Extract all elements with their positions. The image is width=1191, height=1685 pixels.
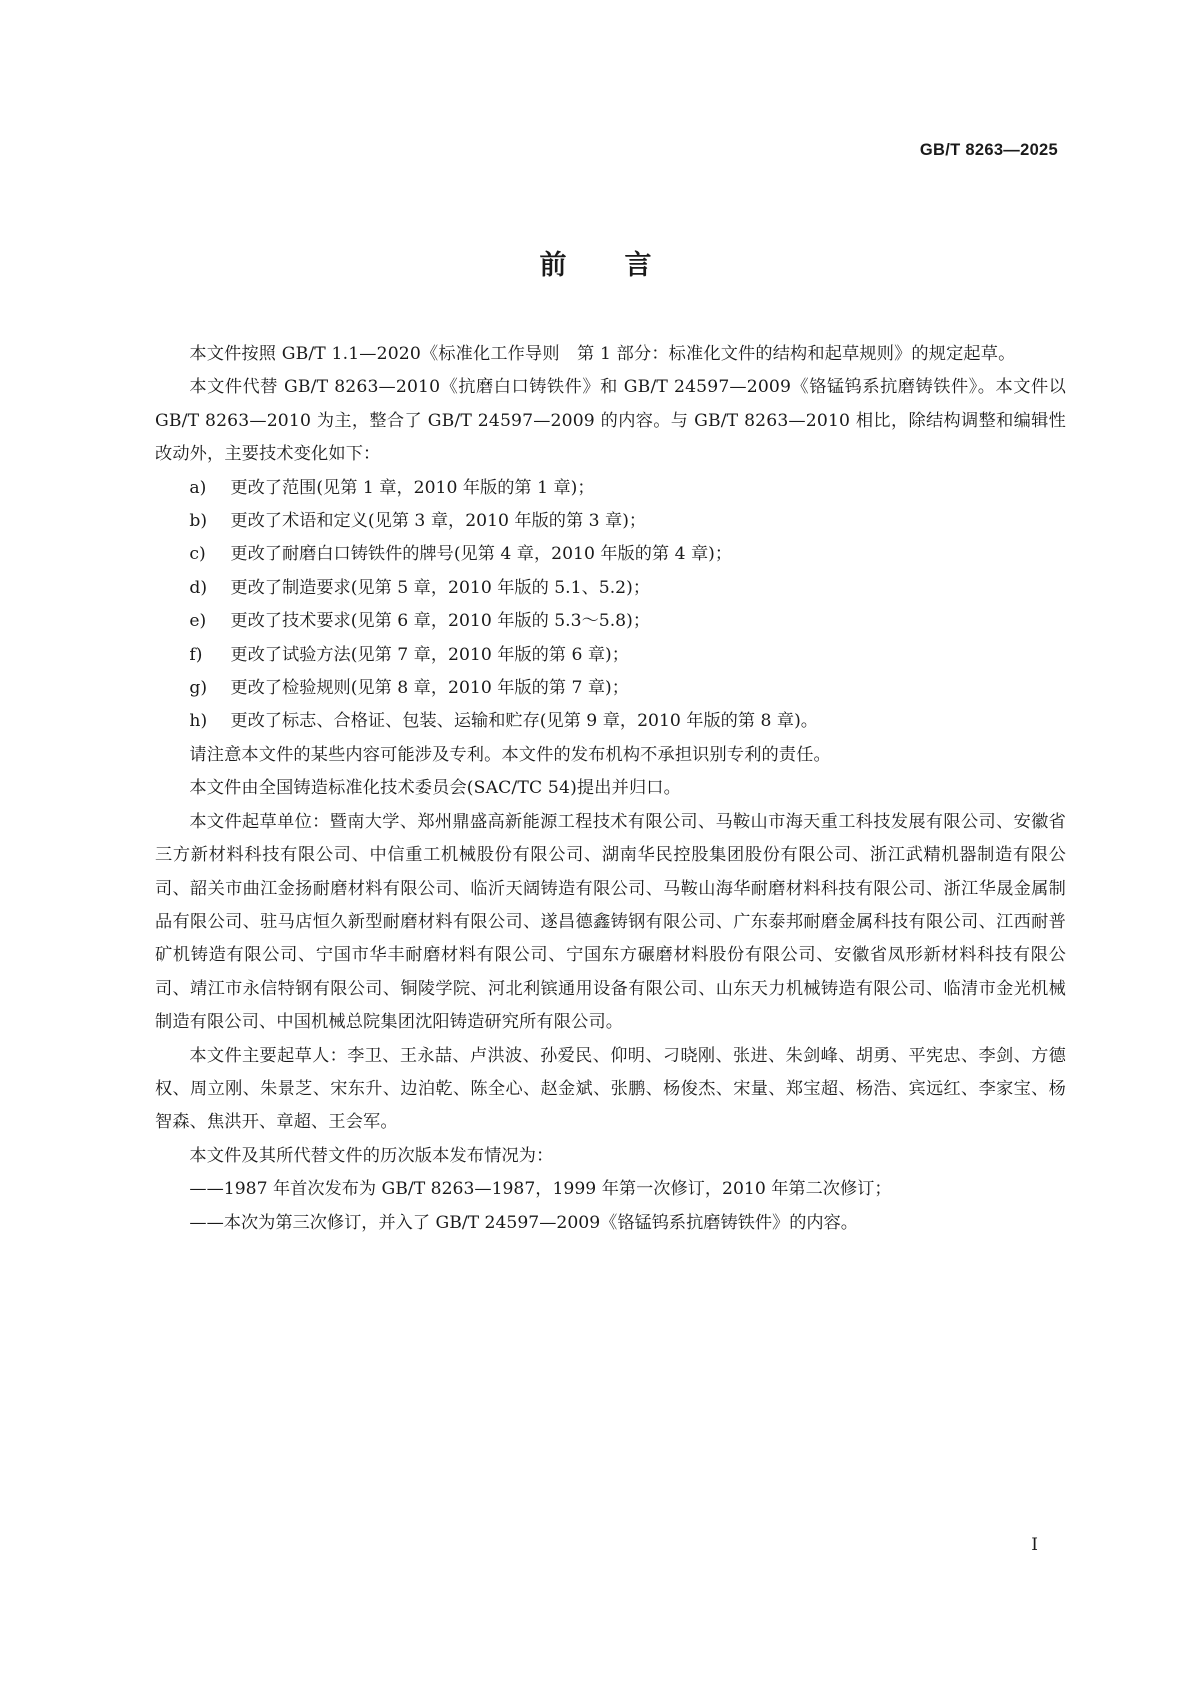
list-item-text: 更改了试验方法(见第 7 章，2010 年版的第 6 章)； [230,644,629,665]
list-item-mark: b) [189,511,208,532]
history-item: ——本次为第三次修订，并入了 GB/T 24597—2009《铬锰钨系抗磨铸铁件》的内容。 [189,1212,858,1233]
list-item [155,672,1066,705]
list-item-mark: g) [189,678,208,699]
list-item [155,705,1066,738]
standard-number: GB/T 8263—2025 [919,141,1058,159]
history-item: ——1987 年首次发布为 GB/T 8263—1987，1999 年第一次修订，2010 年第二次修订； [189,1179,892,1200]
foreword-body [155,338,1066,1240]
list-item [155,472,1066,505]
paragraph-drafters: 本文件主要起草人：李卫、王永喆、卢洪波、孙爱民、仰明、刁晓刚、张进、朱剑峰、胡勇、平宪忠、李剑、方德权、周立刚、朱景芝、宋东升、边泊乾、陈全心、赵金斌、张鹏、杨俊杰、宋量、郑宝超、杨浩、宾远红、李家宝、杨智森、焦洪开、章超、王会军。 [155,1045,1066,1133]
list-item-mark: c) [189,544,206,565]
history-list [155,1173,1066,1240]
paragraph-patent-notice: 请注意本文件的某些内容可能涉及专利。本文件的发布机构不承担识别专利的责任。 [189,744,831,765]
list-item-text: 更改了标志、合格证、包装、运输和贮存(见第 9 章，2010 年版的第 8 章)。 [230,711,818,732]
list-item [155,505,1066,538]
list-item [155,572,1066,605]
list-item-text: 更改了范围(见第 1 章，2010 年版的第 1 章)； [230,477,595,498]
list-item-text: 更改了制造要求(见第 5 章，2010 年版的 5.1、5.2)； [230,577,651,598]
list-item-mark: d) [189,577,208,598]
list-item-mark: e) [189,611,207,632]
paragraph-history-intro: 本文件及其所代替文件的历次版本发布情况为： [189,1145,554,1166]
paragraph-drafting-units: 本文件起草单位：暨南大学、郑州鼎盛高新能源工程技术有限公司、马鞍山市海天重工科技发展有限公司、安徽省三方新材料科技有限公司、中信重工机械股份有限公司、湖南华民控股集团股份有限公司、浙江武精机器制造有限公司、韶关市曲江金扬耐磨材料有限公司、临沂天阔铸造有限公司、马鞍山海华耐磨材料科技有限公司、浙江华晟金属制品有限公司、驻马店恒久新型耐磨材料有限公司、遂昌德鑫铸钢有限公司、广东泰邦耐磨金属科技有限公司、江西耐普矿机铸造有限公司、宁国市华丰耐磨材料有限公司、宁国东方碾磨材料股份有限公司、安徽省凤形新材料科技有限公司、靖江市永信特钢有限公司、铜陵学院、河北利镔通用设备有限公司、山东天力机械铸造有限公司、临清市金光机械制造有限公司、中国机械总院集团沈阳铸造研究所有限公司。 [155,811,1066,1033]
list-item-text: 更改了技术要求(见第 6 章，2010 年版的 5.3～5.8)； [230,611,651,632]
list-item-text: 更改了术语和定义(见第 3 章，2010 年版的第 3 章)； [230,511,647,532]
paragraph-drafting-rules: 本文件按照 GB/T 1.1—2020《标准化工作导则 第 1 部分：标准化文件的结构和起草规则》的规定起草。 [189,344,1016,364]
paragraph-replacement: 本文件代替 GB/T 8263—2010《抗磨白口铸铁件》和 GB/T 24597—2009《铬锰钨系抗磨铸铁件》。本文件以 GB/T 8263—2010 为主，整合了 GB/T 24597—2009 的内容。与 GB/T 8263—2010 相比，除结构调整和编辑性改动外，主要技术变化如下： [155,377,1066,465]
page-title: 前言 [539,250,710,281]
list-item-text: 更改了检验规则(见第 8 章，2010 年版的第 7 章)； [230,678,629,699]
list-item [155,538,1066,571]
list-item-mark: h) [189,711,208,732]
list-item-mark: f) [189,644,203,665]
page-number: I [1031,1535,1038,1555]
list-item-text: 更改了耐磨白口铸铁件的牌号(见第 4 章，2010 年版的第 4 章)； [230,544,733,565]
changes-list [155,472,1066,739]
list-item-mark: a) [189,477,207,498]
list-item [155,605,1066,638]
list-item [155,639,1066,672]
paragraph-committee: 本文件由全国铸造标准化技术委员会(SAC/TC 54)提出并归口。 [189,778,681,799]
